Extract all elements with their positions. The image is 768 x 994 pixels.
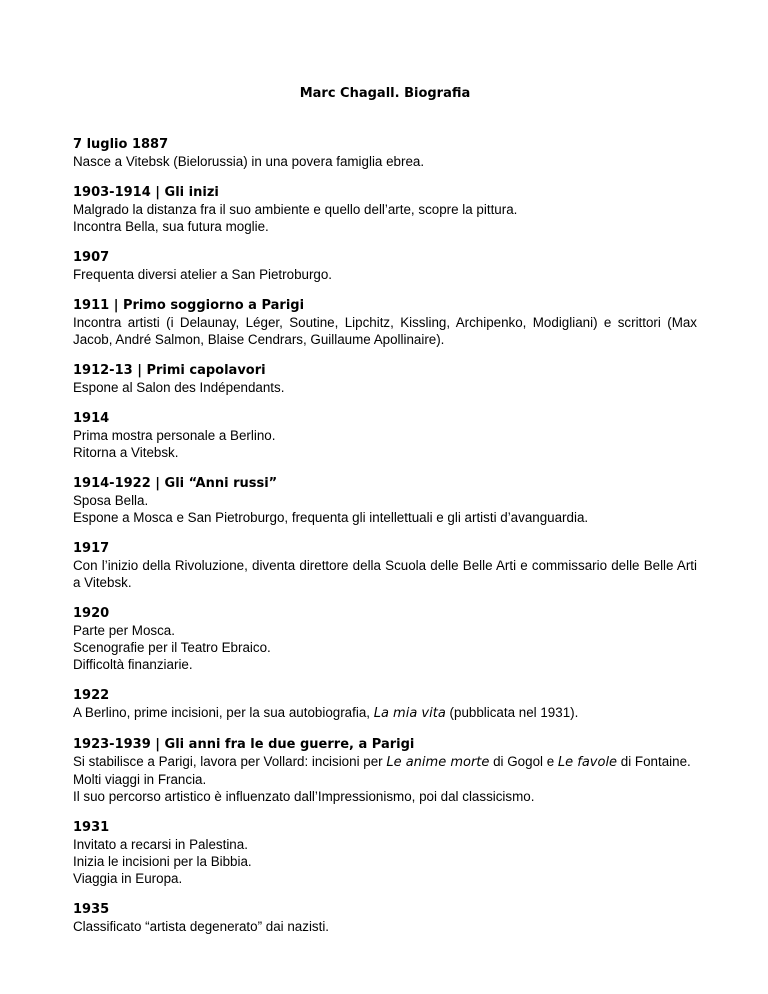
entry-text: Frequenta diversi atelier a San Pietroburgo. — [73, 267, 333, 282]
entry-heading: 7 luglio 1887 — [73, 137, 169, 152]
entry-text — [73, 753, 697, 771]
entry-1903-1914 — [73, 184, 697, 235]
entry-text: Nasce a Vitebsk (Bielorussia) in una povera famiglia ebrea. — [73, 154, 425, 169]
entry-heading: 1903-1914 | Gli inizi — [73, 185, 219, 200]
entry-1914 — [73, 410, 697, 461]
entry-text: Incontra Bella, sua futura moglie. — [73, 219, 269, 234]
entry-1911 — [73, 297, 697, 348]
entry-text: Difficoltà finanziarie. — [73, 657, 193, 672]
book-title: Le anime morte — [386, 755, 490, 770]
entry-1917 — [73, 540, 697, 591]
entry-heading: 1912-13 | Primi capolavori — [73, 363, 266, 378]
document-title: Marc Chagall. Biografia — [299, 86, 471, 101]
entry-text: Inizia le incisioni per la Bibbia. — [73, 854, 252, 869]
entry-1931 — [73, 819, 697, 887]
entry-1923-1939 — [73, 736, 697, 805]
text-run: di Fontaine. — [617, 754, 691, 769]
entry-heading: 1907 — [73, 250, 110, 265]
entry-heading: 1922 — [73, 688, 110, 703]
entry-text: Prima mostra personale a Berlino. — [73, 428, 276, 443]
entry-heading: 1914 — [73, 411, 110, 426]
entry-heading: 1917 — [73, 541, 110, 556]
entry-1907 — [73, 249, 697, 283]
entry-heading: 1935 — [73, 902, 110, 917]
entry-text: Scenografie per il Teatro Ebraico. — [73, 640, 271, 655]
text-run: Si stabilisce a Parigi, lavora per Vollard: incisioni per — [73, 754, 387, 769]
entry-1935 — [73, 901, 697, 935]
entry-text: Parte per Mosca. — [73, 623, 175, 638]
entry-1887 — [73, 136, 697, 170]
entry-heading: 1923-1939 | Gli anni fra le due guerre, a Parigi — [73, 737, 415, 752]
entry-heading: 1931 — [73, 820, 110, 835]
text-run: A Berlino, prime incisioni, per la sua autobiografia, — [73, 705, 374, 720]
entry-1920 — [73, 605, 697, 673]
entry-text: Il suo percorso artistico è influenzato dall’Impressionismo, poi dal classicismo. — [73, 789, 535, 804]
entry-text: Sposa Bella. — [73, 493, 149, 508]
entry-1914-1922 — [73, 475, 697, 526]
entry-text: Ritorna a Vitebsk. — [73, 445, 179, 460]
entry-text: Malgrado la distanza fra il suo ambiente e quello dell’arte, scopre la pittura. — [73, 202, 518, 217]
entry-text: Espone a Mosca e San Pietroburgo, frequenta gli intellettuali e gli artisti d’avanguardia. — [73, 510, 589, 525]
entry-text: Espone al Salon des Indépendants. — [73, 380, 285, 395]
entry-text: Incontra artisti (i Delaunay, Léger, Soutine, Lipchitz, Kissling, Archipenko, Modigliani) e scrittori (Max Jacob, André Salmon, Blaise Cendrars, Guillaume Apollinaire). — [73, 315, 697, 347]
entry-1912-13 — [73, 362, 697, 396]
entry-heading: 1911 | Primo soggiorno a Parigi — [73, 298, 305, 313]
entry-text — [73, 704, 697, 722]
text-run: (pubblicata nel 1931). — [445, 705, 579, 720]
book-title: La mia vita — [373, 706, 446, 721]
entry-1922 — [73, 687, 697, 722]
entry-text: Viaggia in Europa. — [73, 871, 183, 886]
entry-text: Con l’inizio della Rivoluzione, diventa direttore della Scuola delle Belle Arti e commissario delle Belle Arti a Vitebsk. — [73, 558, 697, 590]
book-title: Le favole — [557, 755, 618, 770]
entry-text: Molti viaggi in Francia. — [73, 772, 207, 787]
entry-heading: 1920 — [73, 606, 110, 621]
text-run: di Gogol e — [489, 754, 558, 769]
entry-text: Classificato “artista degenerato” dai nazisti. — [73, 919, 330, 934]
entry-heading: 1914-1922 | Gli “Anni russi” — [73, 476, 278, 491]
entry-text: Invitato a recarsi in Palestina. — [73, 837, 248, 852]
